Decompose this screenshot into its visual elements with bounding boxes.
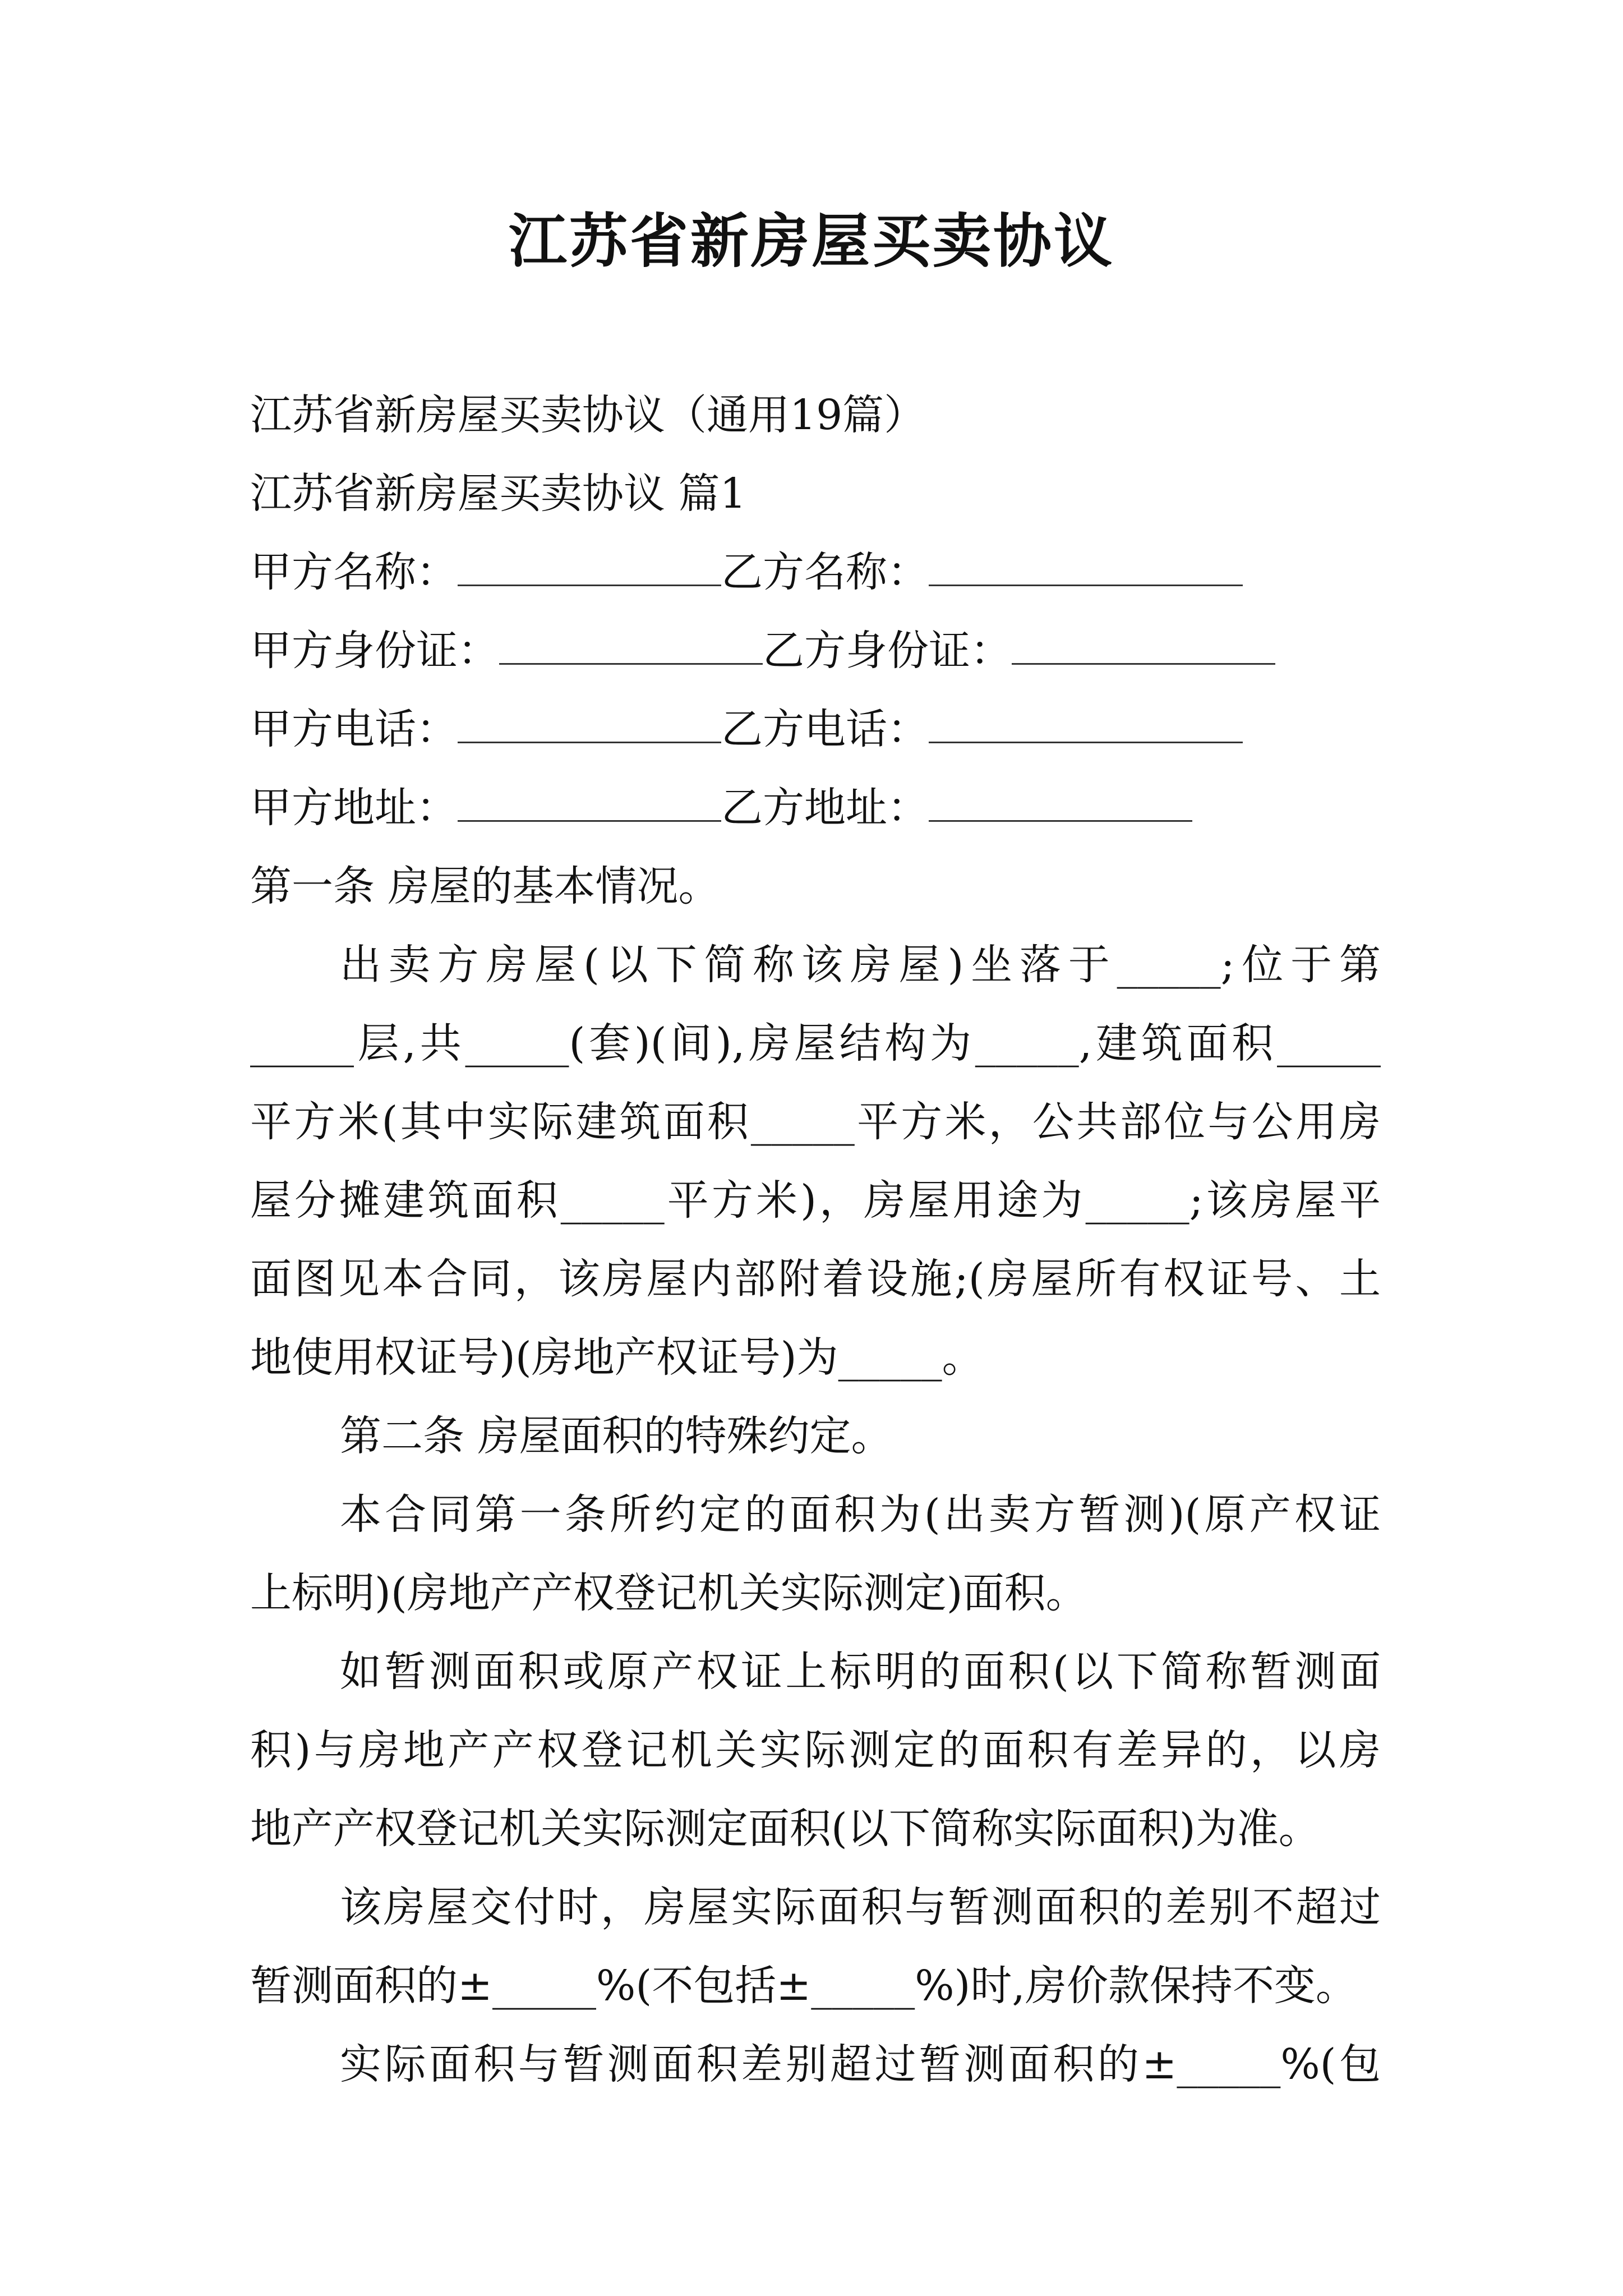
party-a-phone-label: 甲方电话：	[250, 705, 458, 753]
article1-line: _____层,共_____(套)(间),房屋结构为_____,建筑面积_____	[250, 1019, 1381, 1068]
article1-line: 屋分摊建筑面积_____平方米)，房屋用途为_____;该房屋平	[250, 1176, 1381, 1225]
party-b-address-blank	[929, 781, 1192, 822]
field-row-id	[250, 611, 1381, 690]
article2-para4-line: 实际面积与暂测面积差别超过暂测面积的±_____%(包	[340, 2040, 1381, 2088]
party-b-id-blank	[1012, 624, 1275, 665]
article2-para1-line: 上标明)(房地产产权登记机关实际测定)面积。	[250, 1569, 1087, 1617]
party-b-phone-label: 乙方电话：	[721, 705, 929, 753]
field-row-address	[250, 769, 1381, 847]
document-title: 江苏省新房屋买卖协议	[508, 206, 1114, 275]
party-b-id-label: 乙方身份证：	[763, 627, 1012, 675]
document-subtitle: 江苏省新房屋买卖协议（通用19篇）	[250, 391, 926, 439]
article1-paragraph	[250, 926, 1381, 2104]
article2-para3-line: 该房屋交付时，房屋实际面积与暂测面积的差别不超过	[340, 1883, 1381, 1931]
article1-heading: 第一条 房屋的基本情况。	[250, 862, 720, 910]
section-heading: 江苏省新房屋买卖协议 篇1	[250, 470, 746, 518]
party-a-id-label: 甲方身份证：	[250, 627, 499, 675]
party-b-address-label: 乙方地址：	[721, 784, 929, 832]
article2-para3-line: 暂测面积的±_____%(不包括±_____%)时,房价款保持不变。	[250, 1962, 1357, 2010]
article2-para2-line: 积)与房地产产权登记机关实际测定的面积有差异的，以房	[250, 1726, 1381, 1774]
article1-line: 地使用权证号)(房地产权证号)为_____。	[250, 1333, 984, 1382]
field-row-phone	[250, 690, 1381, 769]
field-row-name	[250, 533, 1381, 611]
party-a-name-label: 甲方名称：	[250, 548, 458, 596]
party-a-id-blank	[499, 624, 763, 665]
article1-line: 面图见本合同，该房屋内部附着设施;(房屋所有权证号、土	[250, 1255, 1381, 1303]
article1-line: 出卖方房屋(以下简称该房屋)坐落于_____;位于第	[340, 941, 1381, 989]
article2-para1-line: 本合同第一条所约定的面积为(出卖方暂测)(原产权证	[340, 1490, 1381, 1539]
party-a-address-blank	[458, 781, 721, 822]
article2-heading: 第二条 房屋面积的特殊约定。	[340, 1412, 893, 1460]
party-a-name-blank	[458, 545, 721, 586]
article1-line: 平方米(其中实际建筑面积_____平方米，公共部位与公用房	[250, 1098, 1381, 1146]
party-b-name-label: 乙方名称：	[721, 548, 929, 596]
party-b-phone-blank	[929, 702, 1243, 743]
party-a-address-label: 甲方地址：	[250, 784, 458, 832]
article2-para2-line: 如暂测面积或原产权证上标明的面积(以下简称暂测面	[340, 1648, 1381, 1696]
party-b-name-blank	[929, 545, 1243, 586]
article2-para2-line: 地产产权登记机关实际测定面积(以下简称实际面积)为准。	[250, 1805, 1320, 1853]
party-a-phone-blank	[458, 702, 721, 743]
document-body	[250, 376, 1381, 926]
